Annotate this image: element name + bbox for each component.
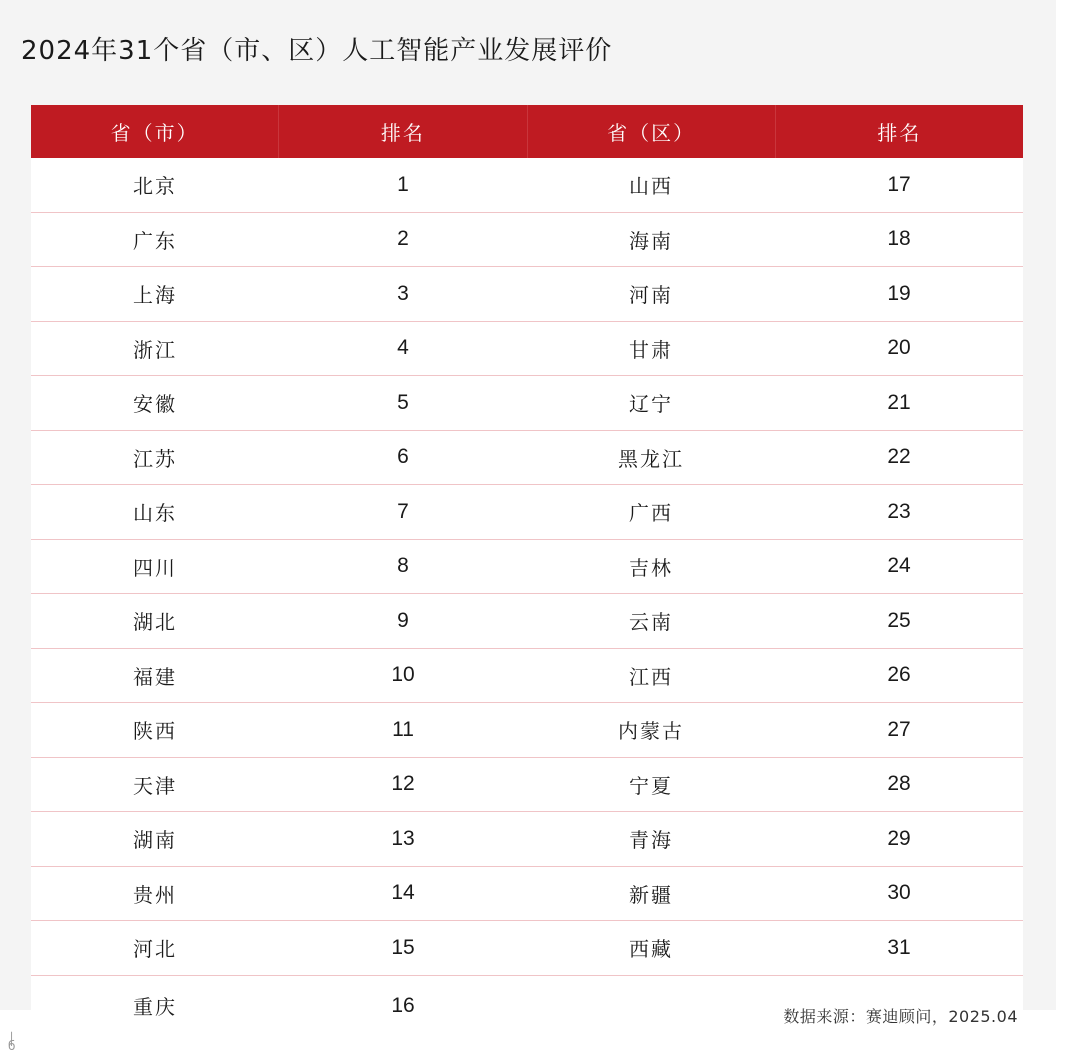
province-region-cell [527, 976, 775, 1036]
page-title: 2024年31个省（市、区）人工智能产业发展评价 [21, 36, 613, 66]
rank-left-cell: 9 [397, 608, 409, 632]
table-header [31, 105, 1023, 158]
rank-right-cell: 18 [887, 227, 911, 251]
table-row [31, 540, 1023, 595]
rank-left-cell: 1 [397, 172, 409, 196]
ranking-table [31, 105, 1023, 1036]
province-region-cell: 新疆 [629, 882, 673, 907]
province-city-cell: 湖北 [133, 610, 177, 635]
rank-right-cell: 17 [887, 172, 911, 196]
rank-right-cell: 28 [887, 772, 911, 796]
rank-right-cell: 19 [887, 281, 911, 305]
province-region-cell: 辽宁 [629, 392, 673, 417]
province-city-cell: 天津 [133, 773, 177, 798]
table-row [31, 158, 1023, 213]
rank-left-cell: 12 [391, 772, 415, 796]
rank-left-cell: 14 [391, 881, 415, 905]
province-city-cell: 上海 [133, 283, 177, 308]
table-row [31, 758, 1023, 813]
table-row [31, 594, 1023, 649]
province-city-cell: 山东 [133, 501, 177, 526]
rank-right-cell: 30 [887, 881, 911, 905]
province-region-cell: 青海 [629, 828, 673, 853]
province-region-cell: 宁夏 [629, 773, 673, 798]
province-region-cell: 江西 [629, 664, 673, 689]
province-region-cell: 山西 [629, 174, 673, 199]
rank-left-cell: 6 [397, 445, 409, 469]
rank-right-cell: 20 [887, 336, 911, 360]
rank-right-cell: 26 [887, 663, 911, 687]
rank-left-cell: 8 [397, 554, 409, 578]
rank-right-cell: 25 [887, 608, 911, 632]
edge-fragment: │ б [8, 1032, 16, 1053]
province-region-cell: 内蒙古 [618, 719, 684, 744]
table-row [31, 267, 1023, 322]
rank-left-cell: 7 [397, 499, 409, 523]
rank-right-cell: 27 [887, 717, 911, 741]
table-row [31, 812, 1023, 867]
rank-left-cell: 3 [397, 281, 409, 305]
table-row [31, 376, 1023, 431]
table-row [31, 213, 1023, 268]
province-city-cell: 湖南 [133, 828, 177, 853]
header-rank-left: 排名 [279, 105, 527, 158]
province-city-cell: 贵州 [133, 882, 177, 907]
table-row [31, 322, 1023, 377]
table-row [31, 649, 1023, 704]
province-city-cell: 福建 [133, 664, 177, 689]
header-rank-right: 排名 [877, 121, 922, 145]
rank-left-cell: 15 [391, 935, 415, 959]
rank-right-cell: 24 [887, 554, 911, 578]
table-row [31, 485, 1023, 540]
header-province-city: 省（市） [31, 105, 279, 158]
table-row [31, 431, 1023, 486]
province-city-cell: 北京 [133, 174, 177, 199]
rank-right-cell: 22 [887, 445, 911, 469]
province-region-cell: 黑龙江 [618, 446, 684, 471]
data-source-note: 数据来源：赛迪顾问，2025.04 [783, 1007, 1018, 1026]
province-city-cell: 江苏 [133, 446, 177, 471]
rank-left-cell: 13 [391, 826, 415, 850]
rank-left-cell: 5 [397, 390, 409, 414]
rank-left-cell: 16 [391, 993, 415, 1017]
table-row [31, 703, 1023, 758]
rank-left-cell: 10 [391, 663, 415, 687]
province-region-cell: 河南 [629, 283, 673, 308]
header-province-region: 省（区） [528, 105, 776, 158]
province-city-cell: 重庆 [133, 995, 177, 1019]
rank-right-cell: 21 [887, 390, 911, 414]
province-region-cell: 西藏 [629, 937, 673, 962]
province-region-cell: 吉林 [629, 555, 673, 580]
rank-right-cell: 31 [887, 935, 911, 959]
rank-left-cell: 11 [392, 717, 414, 741]
province-region-cell: 广西 [629, 501, 673, 526]
province-region-cell: 甘肃 [629, 337, 673, 362]
province-city-cell: 广东 [133, 228, 177, 253]
province-city-cell: 四川 [133, 555, 177, 580]
province-city-cell: 陕西 [133, 719, 177, 744]
province-city-cell: 浙江 [133, 337, 177, 362]
rank-left-cell: 4 [397, 336, 409, 360]
province-city-cell: 安徽 [133, 392, 177, 417]
table-row [31, 921, 1023, 976]
rank-left-cell: 2 [397, 227, 409, 251]
table-body [31, 158, 1023, 1036]
rank-right-cell: 29 [887, 826, 911, 850]
province-region-cell: 云南 [629, 610, 673, 635]
province-region-cell: 海南 [629, 228, 673, 253]
table-row [31, 867, 1023, 922]
province-city-cell: 河北 [133, 937, 177, 962]
rank-right-cell: 23 [887, 499, 911, 523]
